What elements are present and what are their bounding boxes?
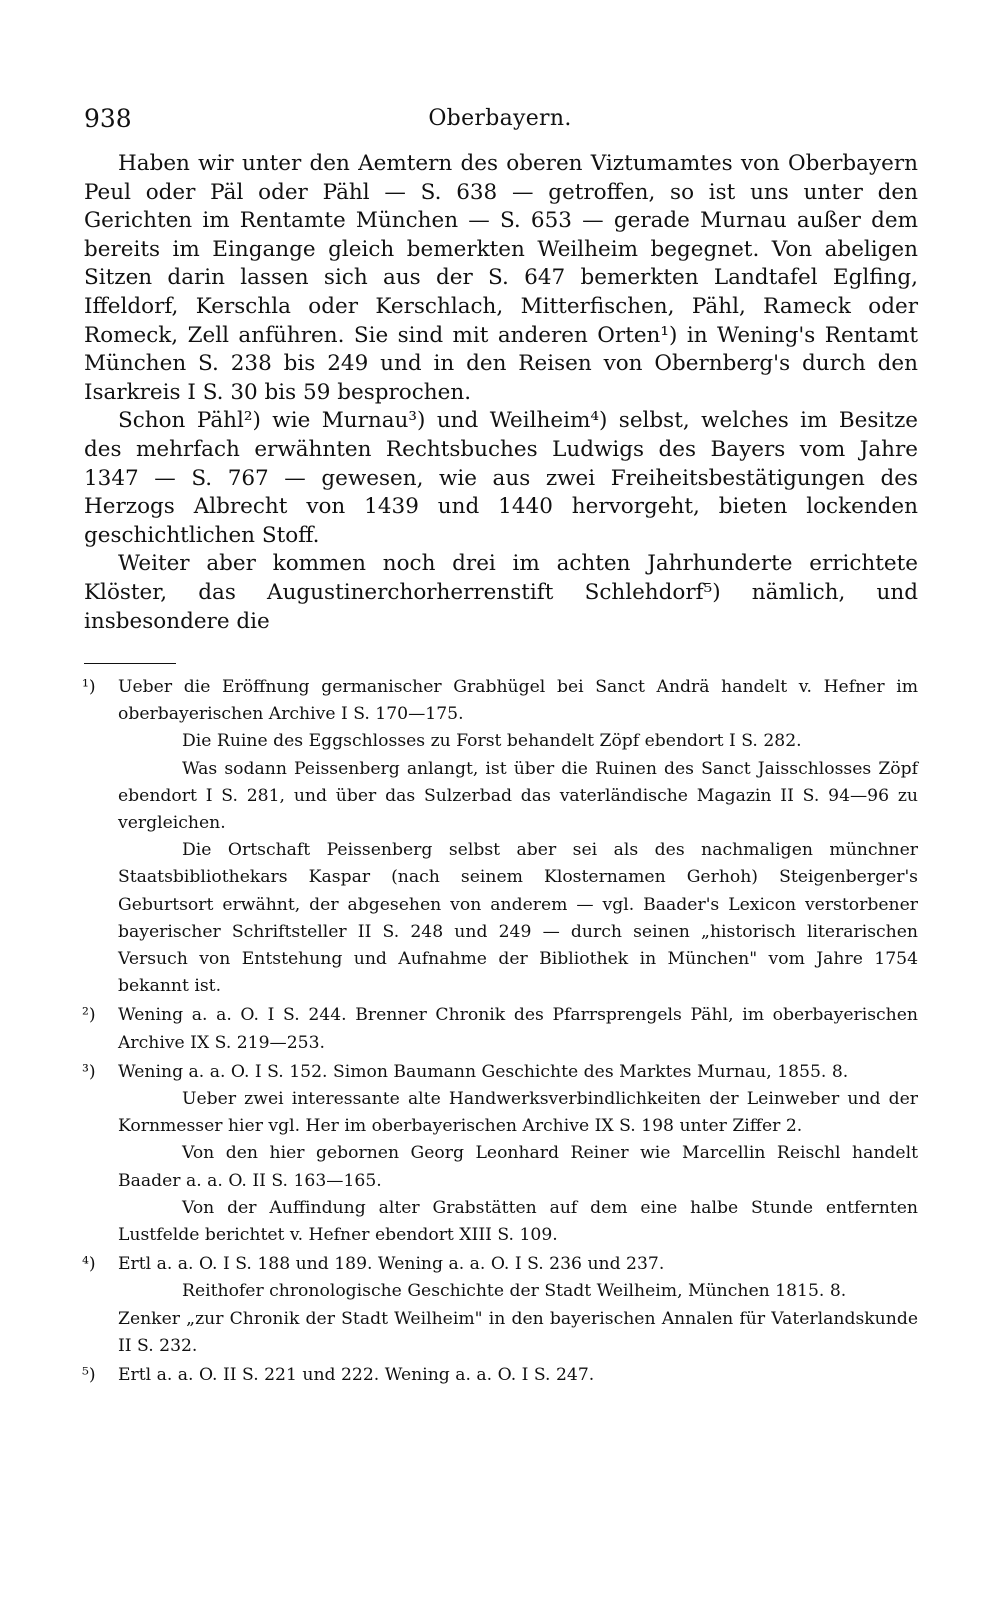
- footnote-paragraph: Ueber die Eröffnung germanischer Grabhügel bei Sanct Andrä handelt v. Hefner im oberbayerischen Archive I S. 170—175.: [118, 677, 918, 725]
- page-header: [84, 104, 916, 140]
- footnote-paragraph: Wening a. a. O. I S. 244. Brenner Chronik des Pfarrsprengels Pähl, im oberbayerischen Archive IX S. 219—253.: [118, 1005, 918, 1053]
- footnote-marker: ³): [82, 1061, 96, 1082]
- footnote-2: [82, 1002, 918, 1056]
- footnote-paragraph: Ertl a. a. O. I S. 188 und 189. Wening a. a. O. I S. 236 und 237.: [118, 1254, 665, 1275]
- footnote-4: [82, 1251, 918, 1360]
- body-paragraph-1: Haben wir unter den Aemtern des oberen Viztumamtes von Oberbayern Peul oder Päl oder Pähl — S. 638 — getroffen, so ist uns unter den Gerichten im Rentamte München — S. 653 — gerade Murnau außer dem bereits im Eingange gleich bemerkten Weilheim begegnet. Von abeligen Sitzen darin lassen sich aus der S. 647 bemerkten Landtafel Eglfing, Iffeldorf, Kerschla oder Kerschlach, Mitterfischen, Pähl, Rameck oder Romeck, Zell anführen. Sie sind mit anderen Orten¹) in Wening's Rentamt München S. 238 bis 249 und in den Reisen von Obernberg's durch den Isarkreis I S. 30 bis 59 besprochen.: [84, 151, 918, 405]
- body-paragraph-3: Weiter aber kommen noch drei im achten Jahrhunderte errichtete Klöster, das Augustinerchorherrenstift Schlehdorf⁵) nämlich, und insbesondere die: [84, 551, 918, 634]
- footnote-marker: ¹): [82, 677, 96, 697]
- body-paragraph-2: Schon Pähl²) wie Murnau³) und Weilheim⁴) selbst, welches im Besitze des mehrfach erwähnten Rechtsbuches Ludwigs des Bayers vom Jahre 1347 — S. 767 — gewesen, wie aus zwei Freiheitsbestätigungen des Herzogs Albrecht von 1439 und 1440 hervorgeht, bieten lockenden geschichtlichen Stoff.: [84, 408, 918, 548]
- footnotes: [82, 674, 918, 1391]
- footnote-paragraph: Wening a. a. O. I S. 152. Simon Baumann Geschichte des Marktes Murnau, 1855. 8.: [118, 1061, 849, 1082]
- footnote-divider: [84, 663, 176, 664]
- running-head: Oberbayern.: [428, 106, 572, 131]
- footnote-paragraph: Die Ortschaft Peissenberg selbst aber sei als des nachmaligen münchner Staatsbibliothekars Kaspar (nach seinem Klosternamen Gerhoh) Steigenberger's Geburtsort erwähnt, der abgesehen von anderem — vgl. Baader's Lexicon verstorbener bayerischer Schriftsteller II S. 248 und 249 — durch seinen „historisch literarischen Versuch von Entstehung und Aufnahme der Bibliothek in München" vom Jahre 1754 bekannt ist.: [118, 840, 918, 997]
- footnote-paragraph: Ueber zwei interessante alte Handwerksverbindlichkeiten der Leinweber und der Kornmesser hier vgl. Her im oberbayerischen Archive IX S. 198 unter Ziffer 2.: [118, 1089, 918, 1137]
- main-text: [84, 150, 918, 636]
- footnote-1: [82, 674, 918, 1000]
- footnote-3: [82, 1059, 918, 1249]
- footnote-marker: ⁵): [82, 1365, 96, 1386]
- footnote-paragraph: Von den hier gebornen Georg Leonhard Reiner wie Marcellin Reischl handelt Baader a. a. O. II S. 163—165.: [118, 1143, 918, 1191]
- footnote-paragraph: Reithofer chronologische Geschichte der Stadt Weilheim, München 1815. 8.: [182, 1281, 847, 1302]
- footnote-paragraph: Zenker „zur Chronik der Stadt Weilheim" in den bayerischen Annalen für Vaterlandskunde II S. 232.: [118, 1308, 918, 1356]
- footnote-paragraph: Die Ruine des Eggschlosses zu Forst behandelt Zöpf ebendort I S. 282.: [182, 731, 802, 752]
- page-number: 938: [84, 104, 132, 133]
- footnote-paragraph: Ertl a. a. O. II S. 221 und 222. Wening a. a. O. I S. 247.: [118, 1365, 595, 1386]
- footnote-5: [82, 1362, 918, 1389]
- footnote-paragraph: Was sodann Peissenberg anlangt, ist über die Ruinen des Sanct Jaisschlosses Zöpf ebendort I S. 281, und über das Sulzerbad das vaterländische Magazin II S. 94—96 zu vergleichen.: [118, 758, 918, 834]
- footnote-marker: ⁴): [82, 1254, 96, 1275]
- footnote-paragraph: Von der Auffindung alter Grabstätten auf dem eine halbe Stunde entfernten Lustfelde berichtet v. Hefner ebendort XIII S. 109.: [118, 1197, 918, 1246]
- footnote-marker: ²): [82, 1005, 96, 1026]
